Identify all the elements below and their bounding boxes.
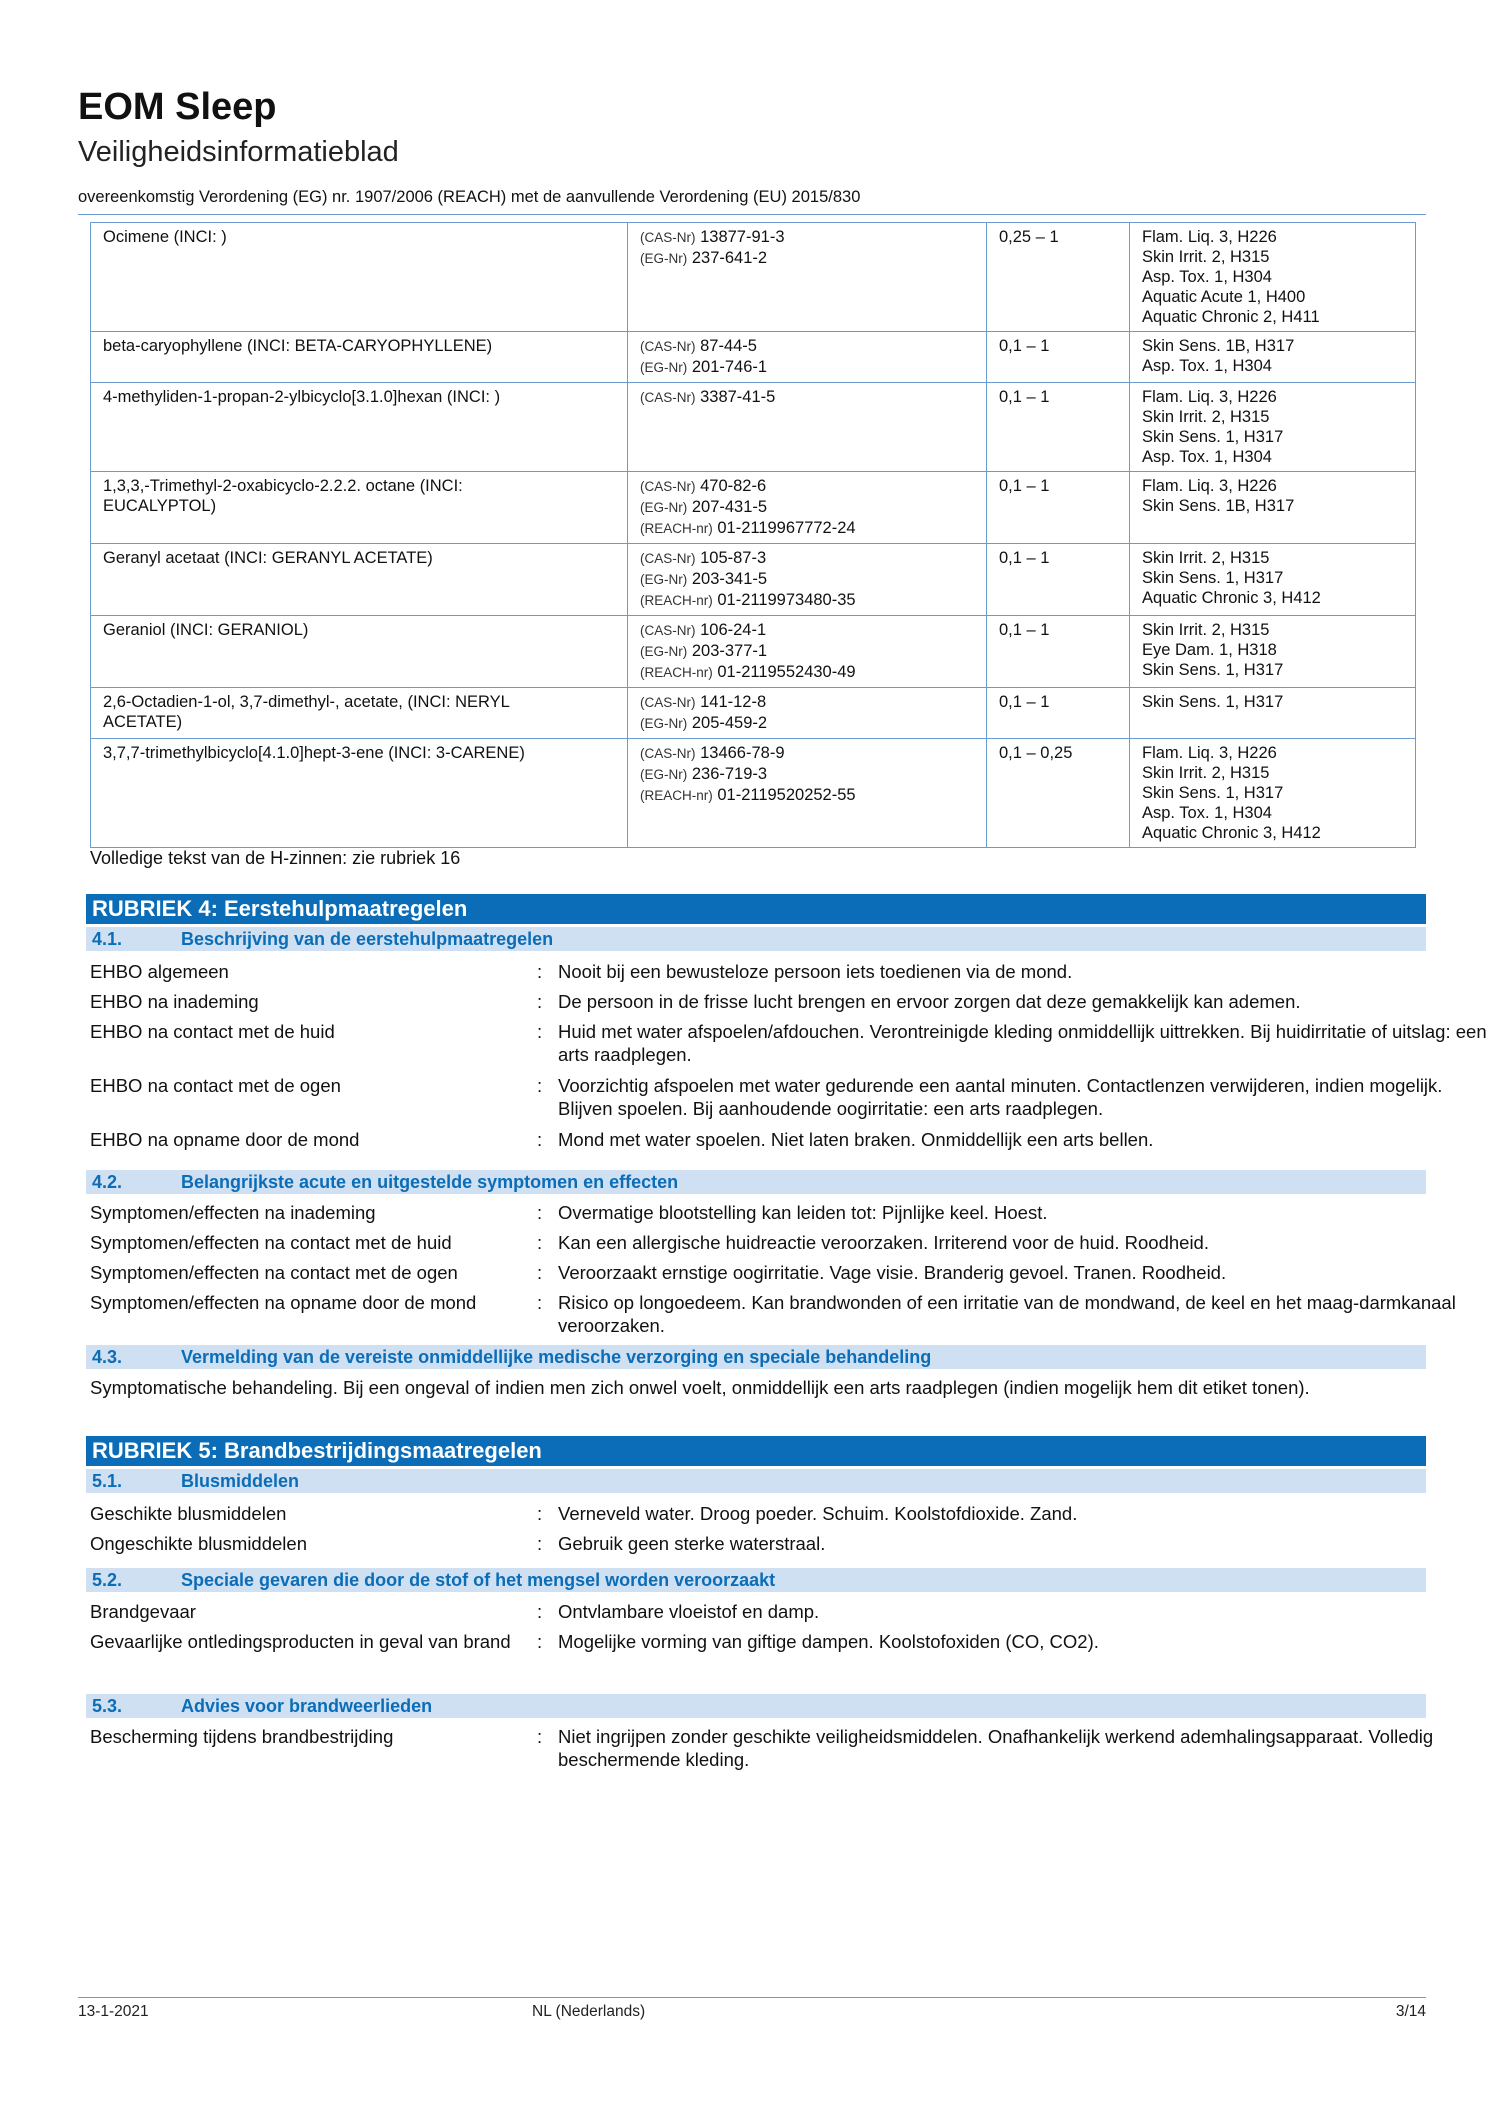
identifier-cell — [628, 616, 987, 688]
row-value: Mond met water spoelen. Niet laten braken. Onmiddellijk een arts bellen. — [558, 1129, 1154, 1150]
hazard-classification: Skin Sens. 1, H317 — [1142, 569, 1284, 587]
footer-language: NL (Nederlands) — [532, 2003, 646, 2020]
subsection-number: 4.3. — [92, 1347, 123, 1367]
identifier-type: (REACH-nr) — [640, 521, 713, 536]
identifier-value: 470-82-6 — [700, 477, 767, 495]
substance-name: beta-caryophyllene (INCI: BETA-CARYOPHYLLENE) — [103, 337, 493, 355]
document-title: Veiligheidsinformatieblad — [78, 136, 399, 168]
row-separator: : — [537, 1021, 543, 1042]
identifier-type: (EG-Nr) — [640, 644, 688, 659]
row-label: Bescherming tijdens brandbestrijding — [90, 1726, 394, 1747]
identifier-type: (REACH-nr) — [640, 593, 713, 608]
row-value: Voorzichtig afspoelen met water gedurende een aantal minuten. Contactlenzen verwijderen, indien mogelijk. Blijven spoelen. Bij aanhoudende oogirritatie: een arts raadplegen. — [558, 1075, 1443, 1119]
classification-cell — [1130, 688, 1416, 739]
substance-name-cell — [91, 688, 628, 739]
hazard-classification: Skin Sens. 1, H317 — [1142, 784, 1284, 802]
hazard-classification: Flam. Liq. 3, H226 — [1142, 744, 1277, 762]
identifier — [640, 785, 974, 806]
identifier — [640, 227, 974, 248]
row-label: Symptomen/effecten na contact met de ogen — [90, 1262, 458, 1283]
table-row — [91, 223, 1416, 332]
subsection-4-3-header — [86, 1345, 1426, 1369]
substance-name-cell — [91, 383, 628, 472]
hazard-classification: Skin Sens. 1, H317 — [1142, 661, 1284, 679]
subsection-title: Belangrijkste acute en uitgestelde symptomen en effecten — [181, 1172, 679, 1192]
subsection-4-1-header — [86, 927, 1426, 951]
row-label: Ongeschikte blusmiddelen — [90, 1533, 307, 1554]
table-row — [91, 739, 1416, 848]
row-label: Symptomen/effecten na contact met de huid — [90, 1232, 452, 1253]
substance-name-cell — [91, 616, 628, 688]
identifier-value: 13877-91-3 — [700, 228, 785, 246]
identifier-type: (CAS-Nr) — [640, 230, 696, 245]
substance-name-cell — [91, 544, 628, 616]
identifier — [640, 476, 974, 497]
table-row — [91, 688, 1416, 739]
row-separator: : — [537, 1202, 543, 1223]
substance-name: Geraniol (INCI: GERANIOL) — [103, 621, 309, 639]
hazard-classification: Aquatic Acute 1, H400 — [1142, 288, 1306, 306]
regulation-reference: overeenkomstig Verordening (EG) nr. 1907/2006 (REACH) met de aanvullende Verordening (EU) 2015/830 — [78, 188, 861, 206]
identifier-type: (EG-Nr) — [640, 572, 688, 587]
identifier-type: (EG-Nr) — [640, 767, 688, 782]
hazard-classification: Asp. Tox. 1, H304 — [1142, 448, 1272, 466]
table-row — [91, 332, 1416, 383]
subsection-5-3-header — [86, 1694, 1426, 1718]
identifier-cell — [628, 332, 987, 383]
row-value: De persoon in de frisse lucht brengen en ervoor zorgen dat deze gemakkelijk kan ademen. — [558, 991, 1301, 1012]
table-row — [91, 472, 1416, 544]
identifier-value: 201-746-1 — [691, 358, 768, 376]
row-value: Nooit bij een bewusteloze persoon iets toedienen via de mond. — [558, 961, 1073, 982]
identifier-cell — [628, 688, 987, 739]
header-divider — [78, 214, 1426, 215]
identifier-value: 236-719-3 — [691, 765, 768, 783]
identifier-value: 87-44-5 — [700, 337, 757, 355]
hazard-classification: Eye Dam. 1, H318 — [1142, 641, 1277, 659]
substance-name: 2,6-Octadien-1-ol, 3,7-dimethyl-, acetate, (INCI: NERYL — [103, 693, 510, 711]
identifier-cell — [628, 472, 987, 544]
concentration: 0,1 – 1 — [999, 693, 1050, 711]
substance-name-cell — [91, 739, 628, 848]
identifier-cell — [628, 739, 987, 848]
row-value: Huid met water afspoelen/afdouchen. Verontreinigde kleding onmiddellijk uittrekken. Bij huidirritatie of uitslag: een arts raadplegen. — [558, 1021, 1487, 1065]
row-value: Mogelijke vorming van giftige dampen. Koolstofoxiden (CO, CO2). — [558, 1631, 1099, 1652]
medical-treatment-text: Symptomatische behandeling. Bij een ongeval of indien men zich onwel voelt, onmiddellijk een arts raadplegen (indien mogelijk hem dit etiket tonen). — [90, 1377, 1310, 1398]
hazard-classification: Aquatic Chronic 2, H411 — [1142, 308, 1320, 326]
identifier — [640, 497, 974, 518]
subsection-number: 5.2. — [92, 1570, 123, 1590]
hazard-classification: Asp. Tox. 1, H304 — [1142, 804, 1272, 822]
identifier-value: 205-459-2 — [691, 714, 768, 732]
row-label: EHBO na contact met de huid — [90, 1021, 335, 1042]
classification-cell — [1130, 223, 1416, 332]
hazard-classification: Skin Irrit. 2, H315 — [1142, 248, 1270, 266]
substance-name: Geranyl acetaat (INCI: GERANYL ACETATE) — [103, 549, 433, 567]
hazard-classification: Aquatic Chronic 3, H412 — [1142, 824, 1321, 842]
subsection-title: Blusmiddelen — [181, 1471, 300, 1491]
footer-page-number: 3/14 — [1395, 2003, 1426, 2020]
row-value: Veroorzaakt ernstige oogirritatie. Vage visie. Branderig gevoel. Tranen. Roodheid. — [558, 1262, 1227, 1283]
concentration: 0,1 – 1 — [999, 477, 1050, 495]
row-separator: : — [537, 1631, 543, 1652]
hazard-classification: Skin Irrit. 2, H315 — [1142, 621, 1270, 639]
identifier-type: (CAS-Nr) — [640, 551, 696, 566]
row-value: Ontvlambare vloeistof en damp. — [558, 1601, 820, 1622]
concentration: 0,25 – 1 — [999, 228, 1059, 246]
identifier-value: 13466-78-9 — [700, 744, 785, 762]
concentration: 0,1 – 1 — [999, 549, 1050, 567]
identifier — [640, 518, 974, 539]
row-separator: : — [537, 991, 543, 1012]
row-label: EHBO na contact met de ogen — [90, 1075, 341, 1096]
subsection-title: Beschrijving van de eerstehulpmaatregelen — [181, 929, 554, 949]
classification-cell — [1130, 472, 1416, 544]
identifier-type: (EG-Nr) — [640, 360, 688, 375]
identifier-value: 141-12-8 — [700, 693, 767, 711]
row-label: Brandgevaar — [90, 1601, 196, 1622]
hazard-classification: Aquatic Chronic 3, H412 — [1142, 589, 1321, 607]
identifier — [640, 336, 974, 357]
subsection-title: Vermelding van de vereiste onmiddellijke medische verzorging en speciale behandeling — [181, 1347, 932, 1367]
concentration-cell — [987, 688, 1130, 739]
subsection-4-2-header — [86, 1170, 1426, 1194]
row-separator: : — [537, 1726, 543, 1747]
substance-name: ACETATE) — [103, 713, 183, 731]
identifier — [640, 569, 974, 590]
substance-name: Ocimene (INCI: ) — [103, 228, 227, 246]
section-5-header: RUBRIEK 5: Brandbestrijdingsmaatregelen — [86, 1436, 1426, 1466]
substance-name: EUCALYPTOL) — [103, 497, 217, 515]
identifier-type: (REACH-nr) — [640, 665, 713, 680]
classification-cell — [1130, 616, 1416, 688]
identifier-value: 106-24-1 — [700, 621, 767, 639]
table-row — [91, 616, 1416, 688]
subsection-5-2-header — [86, 1568, 1426, 1592]
identifier-type: (EG-Nr) — [640, 716, 688, 731]
row-label: Symptomen/effecten na opname door de mond — [90, 1292, 477, 1313]
subsection-title: Speciale gevaren die door de stof of het mengsel worden veroorzaakt — [181, 1570, 776, 1590]
concentration: 0,1 – 1 — [999, 621, 1050, 639]
hazard-classification: Asp. Tox. 1, H304 — [1142, 268, 1272, 286]
substance-name-cell — [91, 223, 628, 332]
concentration: 0,1 – 1 — [999, 388, 1050, 406]
subsection-number: 5.1. — [92, 1471, 123, 1491]
subsection-title: Advies voor brandweerlieden — [181, 1696, 433, 1716]
concentration-cell — [987, 616, 1130, 688]
hazard-classification: Skin Irrit. 2, H315 — [1142, 408, 1270, 426]
row-separator: : — [537, 1533, 543, 1554]
concentration-cell — [987, 472, 1130, 544]
concentration: 0,1 – 0,25 — [999, 744, 1073, 762]
subsection-number: 5.3. — [92, 1696, 123, 1716]
identifier-value: 3387-41-5 — [700, 388, 776, 406]
identifier — [640, 743, 974, 764]
identifier — [640, 764, 974, 785]
identifier — [640, 641, 974, 662]
identifier — [640, 713, 974, 734]
identifier-value: 01-2119520252-55 — [717, 786, 856, 804]
row-separator: : — [537, 1129, 543, 1150]
hazard-classification: Flam. Liq. 3, H226 — [1142, 388, 1277, 406]
hazard-classification: Skin Sens. 1, H317 — [1142, 693, 1284, 711]
identifier-cell — [628, 383, 987, 472]
product-name: EOM Sleep — [78, 86, 277, 128]
identifier — [640, 662, 974, 683]
row-value: Verneveld water. Droog poeder. Schuim. Koolstofdioxide. Zand. — [558, 1503, 1078, 1524]
identifier-type: (CAS-Nr) — [640, 479, 696, 494]
identifier — [640, 692, 974, 713]
identifier-type: (EG-Nr) — [640, 500, 688, 515]
substance-name-cell — [91, 332, 628, 383]
hazard-classification: Skin Sens. 1B, H317 — [1142, 337, 1295, 355]
row-separator: : — [537, 1262, 543, 1283]
row-separator: : — [537, 1503, 543, 1524]
identifier-type: (CAS-Nr) — [640, 695, 696, 710]
full-text-note: Volledige tekst van de H-zinnen: zie rubriek 16 — [90, 848, 461, 868]
identifier-value: 203-377-1 — [691, 642, 768, 660]
composition-table — [90, 222, 1416, 848]
row-value: Kan een allergische huidreactie veroorzaken. Irriterend voor de huid. Roodheid. — [558, 1232, 1209, 1253]
table-row — [91, 383, 1416, 472]
concentration-cell — [987, 332, 1130, 383]
identifier-type: (CAS-Nr) — [640, 390, 696, 405]
row-separator: : — [537, 1075, 543, 1096]
substance-name: 1,3,3,-Trimethyl-2-oxabicyclo-2.2.2. octane (INCI: — [103, 477, 463, 495]
identifier-cell — [628, 223, 987, 332]
concentration-cell — [987, 544, 1130, 616]
row-separator: : — [537, 1601, 543, 1622]
subsection-5-1-header — [86, 1469, 1426, 1493]
identifier-value: 207-431-5 — [691, 498, 768, 516]
row-value: Niet ingrijpen zonder geschikte veiligheidsmiddelen. Onafhankelijk werkend ademhalingsapparaat. Volledig beschermende kleding. — [558, 1726, 1434, 1770]
row-label: EHBO algemeen — [90, 961, 229, 982]
row-label: Geschikte blusmiddelen — [90, 1503, 287, 1524]
hazard-classification: Flam. Liq. 3, H226 — [1142, 477, 1277, 495]
concentration-cell — [987, 383, 1130, 472]
identifier — [640, 387, 974, 408]
row-value: Overmatige blootstelling kan leiden tot: Pijnlijke keel. Hoest. — [558, 1202, 1048, 1223]
identifier-value: 01-2119973480-35 — [717, 591, 856, 609]
identifier-type: (EG-Nr) — [640, 251, 688, 266]
substance-name: 3,7,7-trimethylbicyclo[4.1.0]hept-3-ene (INCI: 3-CARENE) — [103, 744, 525, 762]
identifier-type: (REACH-nr) — [640, 788, 713, 803]
identifier-value: 105-87-3 — [700, 549, 767, 567]
identifier-type: (CAS-Nr) — [640, 623, 696, 638]
hazard-classification: Asp. Tox. 1, H304 — [1142, 357, 1272, 375]
substance-name-cell — [91, 472, 628, 544]
footer-divider — [78, 1997, 1426, 1998]
identifier-value: 237-641-2 — [691, 249, 768, 267]
hazard-classification: Skin Sens. 1B, H317 — [1142, 497, 1295, 515]
subsection-number: 4.2. — [92, 1172, 123, 1192]
section-4-header: RUBRIEK 4: Eerstehulpmaatregelen — [86, 894, 1426, 924]
hazard-classification: Skin Irrit. 2, H315 — [1142, 764, 1270, 782]
identifier-cell — [628, 544, 987, 616]
identifier — [640, 620, 974, 641]
table-row — [91, 544, 1416, 616]
substance-name: 4-methyliden-1-propan-2-ylbicyclo[3.1.0]hexan (INCI: ) — [103, 388, 501, 406]
concentration-cell — [987, 739, 1130, 848]
identifier-type: (CAS-Nr) — [640, 746, 696, 761]
classification-cell — [1130, 332, 1416, 383]
subsection-number: 4.1. — [92, 929, 123, 949]
concentration: 0,1 – 1 — [999, 337, 1050, 355]
classification-cell — [1130, 383, 1416, 472]
row-value: Risico op longoedeem. Kan brandwonden of een irritatie van de mondwand, de keel en het maag-darmkanaal veroorzaken. — [558, 1292, 1456, 1336]
hazard-classification: Flam. Liq. 3, H226 — [1142, 228, 1277, 246]
identifier — [640, 357, 974, 378]
identifier-value: 203-341-5 — [691, 570, 768, 588]
identifier-value: 01-2119967772-24 — [717, 519, 856, 537]
identifier — [640, 548, 974, 569]
hazard-classification: Skin Irrit. 2, H315 — [1142, 549, 1270, 567]
classification-cell — [1130, 739, 1416, 848]
identifier-type: (CAS-Nr) — [640, 339, 696, 354]
classification-cell — [1130, 544, 1416, 616]
footer-date: 13-1-2021 — [78, 2003, 149, 2020]
row-label: EHBO na opname door de mond — [90, 1129, 360, 1150]
row-separator: : — [537, 961, 543, 982]
identifier — [640, 590, 974, 611]
row-separator: : — [537, 1232, 543, 1253]
row-label: EHBO na inademing — [90, 991, 259, 1012]
row-value: Gebruik geen sterke waterstraal. — [558, 1533, 826, 1554]
concentration-cell — [987, 223, 1130, 332]
identifier — [640, 248, 974, 269]
row-label: Symptomen/effecten na inademing — [90, 1202, 376, 1223]
identifier-value: 01-2119552430-49 — [717, 663, 856, 681]
row-label: Gevaarlijke ontledingsproducten in geval van brand — [90, 1631, 511, 1652]
hazard-classification: Skin Sens. 1, H317 — [1142, 428, 1284, 446]
row-separator: : — [537, 1292, 543, 1313]
